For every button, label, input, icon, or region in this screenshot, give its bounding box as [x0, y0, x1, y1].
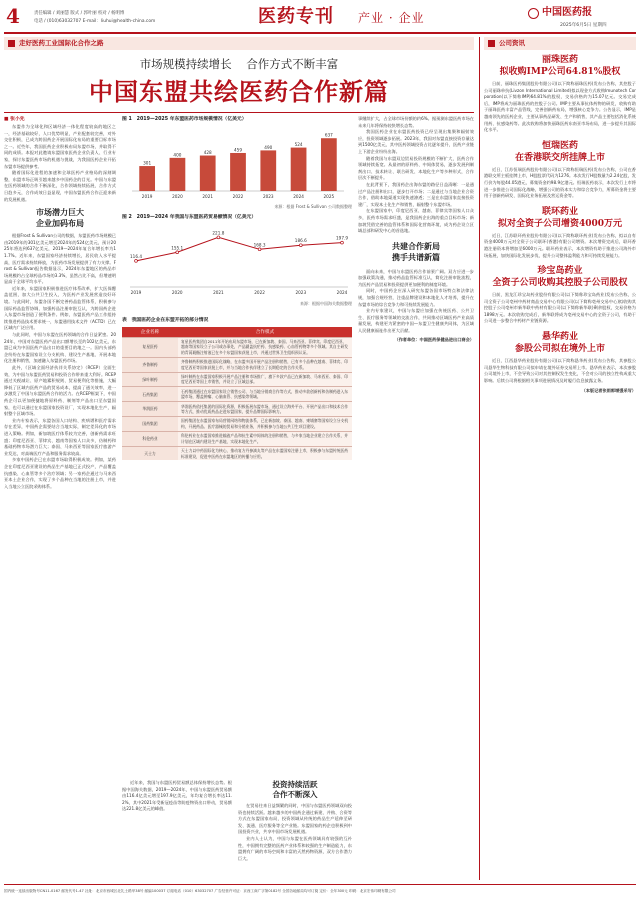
table-cell-value: 国药集团在东盟国家布局营销网络和物流体系，已在新加坡、泰国、越南、柬埔寨等国家设立分支机构，开展药品、医疗器械的贸易和分销业务，并积极参与当地公共卫生项目建设。	[178, 416, 352, 431]
chart1-tick-label: 2024	[293, 194, 304, 199]
table-header-row	[122, 327, 352, 337]
editor-info-1: 责任编辑 / 刘丽慧 版式 / 郭叶丽 校对 / 杨明博	[34, 11, 125, 16]
left-paragraph-6: 此外，《区域全面经济伙伴关系协定》（RCEP）全面生效，为中国与东盟医药贸易和投资合作带来重大利好。RCEP通过关税减让、原产地累积规则、贸易便利化等措施，大幅降低了区域内医药产品的贸易成本，提高了通关效率，进一步激发了中国与东盟医药合作的活力。在RCEP框架下，中国药企可以更加便捷地将原料药、制剂等产品出口至东盟国家，也可以通过在东盟国家投资设厂，实现本地化生产，辐射整个区域市场。	[4, 365, 116, 417]
chart1-data-label: 400	[173, 152, 182, 158]
chart2-data-label: 197.9	[336, 235, 348, 241]
chart1-tick-label: 2025	[323, 194, 335, 199]
table-caption: 表 我国医药企业在东盟开拓的部分情况	[122, 318, 209, 323]
chart2-point	[135, 260, 138, 263]
table-cell-value: 科伦药业在东盟国家推进输液产品和抗生素中间体的注册和销售，与多家当地企业建立合作关系，并计划在区域内建设生产基地，实现本地化生产。	[178, 431, 352, 446]
chart2-data-label: 168.3	[253, 242, 266, 248]
chart1-tick-label: 2020	[172, 194, 183, 199]
right-paragraph-7: 同时，中国药企应深入研究东盟各国市场特点和法律法规，加强合规经营，注重品牌建设和本地化人才培养，提升在东盟市场的综合竞争力和可持续发展能力。	[358, 288, 474, 307]
section-subtitle: 产业 · 企业	[358, 11, 425, 25]
side-footer: （本版记者张雨郭增强采写）	[581, 388, 636, 394]
issue-date: 2025年6月5日 星期四	[560, 23, 607, 28]
news-title: 悬华药业 参股公司拟在境外上市	[514, 332, 605, 355]
left-paragraph-2: 随着国际化进程的加速和全球医药产业格局的深刻调整，东盟市场正吸引越来越多中国药企的目光。中国与东盟在医药领域的合作不断深化，合作领域持续拓展，合作方式日趋多元，合作成效日益显现，中国东盟医药合作正迎来新的发展机遇。	[4, 170, 116, 202]
news-body: 近日，江苏联环药业股份有限公司(以下简称联环药业)发布公告称，拟以自有资金4000万元对全资子公司联环(香港)有限公司增资。本次增资完成后，联环香港注册资本将增加至6000万元。联环药业表示，本次增资有助于推进公司海外市场拓展，加快国际化发展步伐，提升公司整体盈利能力和可持续发展能力。	[484, 232, 636, 258]
mid-section-heading: 投资持续活跃 合作不断深入	[272, 780, 318, 799]
chart2-data-label: 116.4	[130, 253, 142, 259]
table-cell-key: 科伦药业	[122, 431, 178, 446]
right-section-heading: 共建合作新局 携手共谱新篇	[392, 240, 440, 262]
mid-paragraph-2: 在贸易往来日益频繁的同时，中国与东盟医药领域双向投资也持续活跃。越来越多的中国药企通过新建、并购、合资等方式在东盟国家布局，投资领域从传统的药品生产延伸至研发、流通、医疗服务等全产业链。东盟国家的药企也积极到中国投资兴业，共享中国市场发展机遇。	[238, 803, 352, 835]
logo-seal-icon	[528, 8, 539, 19]
news-item	[484, 206, 636, 259]
chart1-data-label: 490	[264, 144, 273, 150]
news-item	[484, 140, 636, 200]
table-header-key: 企业名称	[122, 327, 178, 337]
news-item	[484, 54, 636, 134]
chart1-bar	[200, 156, 216, 191]
bottom-rule	[4, 884, 636, 885]
chart2-series-line	[136, 237, 342, 261]
chart2-tick-label: 2021	[213, 290, 224, 295]
table-cell-key: 天士力	[122, 446, 178, 460]
masthead-rule	[4, 32, 636, 34]
left-paragraph-3: 根据Frost & Sullivan公司的数据，东盟医药市场规模已由2019年的301亿美元增至2024年的524亿美元，预计2025年将达到637亿美元，2019—2024年复合年增长率为11.7%。近年来，东盟国家经济持续增长，居民收入水平提高，医疗需求持续释放，为医药市场发展提供了有力支撑。Frost & Sullivan报告数据显示，2024年东盟地区的药品市场规模约占全球药品市场的3.3%，虽然占比不高，但增速明显高于全球平均水平。	[4, 233, 116, 285]
chart1-block	[122, 116, 352, 212]
right-paragraph-6: 面向未来，中国与东盟医药合作前景广阔。双方应进一步加强政策沟通，推动药品监管标准互认，简化注册审批流程，为医药产品贸易和投资提供更加便利的制度环境。	[358, 268, 474, 287]
chart1-tick-label: 2022	[232, 194, 244, 199]
left-paragraph-8: 多家中国药企已在东盟市场取得积极成效。例如，某药企在印度尼西亚建设的药品生产基地已正式投产，产品覆盖抗感染、心血管等多个治疗领域；另一家药企通过与马来西亚本土企业合作，实现了多个品种在当地的注册上市，并进入当地公立医院采购体系。	[4, 457, 116, 489]
square-bullet-icon	[488, 40, 495, 47]
side-column	[484, 37, 636, 880]
table-row	[122, 387, 352, 402]
headline-rule	[4, 112, 474, 113]
middle-column	[122, 780, 232, 880]
left-paragraph-7: 业内专家表示，东盟各国人口结构、疾病谱和医疗需求存在差异，中国药企需要结合当地实际，制定差异化的市场进入策略。例如，新加坡医疗体系较为完善，创新药需求旺盛；印度尼西亚、菲律宾、越南等国家人口众多，仿制药和基础药物市场潜力巨大；泰国、马来西亚等国家医疗旅游产业发达，对高端医疗产品和服务需求较高。	[4, 417, 116, 456]
chart1-data-label: 459	[234, 147, 242, 153]
masthead	[0, 0, 640, 34]
table-header-value: 合作模式	[178, 327, 352, 337]
table-cell-key: 复星医药	[122, 337, 178, 357]
chart2-block	[122, 214, 352, 310]
chart2-data-label: 186.6	[294, 238, 307, 244]
chart2-point	[217, 236, 220, 239]
left-paragraph-5: 与此同时，中国与东盟在医药领域的合作日益紧密。2024年，中国对东盟医药产品出口额增长至约102亿美元，东盟已成为中国医药产品出口的重要目的地之一。国内头部药企纷纷在东盟国家设立分支机构、建设生产基地、开展本地化注册和销售，加速融入东盟医药市场。	[4, 332, 116, 364]
right-paragraph-8: 业内专家建议，中国与东盟应加强在传统医药、公共卫生、医疗服务等领域的交流合作，共同推动区域医药产业高质量发展，构建更为紧密的中国—东盟卫生健康共同体，为区域人民健康福祉作出更大贡献。	[358, 308, 474, 334]
side-header-label: 公司资讯	[499, 39, 525, 47]
table-cell-key: 齐鲁制药	[122, 357, 178, 372]
chart2-tick-label: 2023	[295, 290, 307, 295]
chart2-tick-label: 2024	[336, 290, 348, 295]
right-paragraph-2: 我国医药企业在东盟医药投资已经呈现出集聚和辐射效应，投资领域逐步拓展。2023年，我国对东盟直接投资存量达到1500亿美元，其中医药领域投资占比逐年提升，医药产业链上下游企业纷纷出海。	[358, 129, 474, 154]
mid-paragraph-1: 近年来，我国与东盟医药贸易额总体保持增长态势。根据中国海关数据，2019—2024年，中国与东盟医药贸易额由116.4亿美元增至197.9亿美元，年均复合增长率达11.2%，其中2021年受新冠疫苗等防疫物资出口带动，贸易额达221.8亿美元的峰值。	[122, 780, 232, 812]
headline-main: 中国东盟共绘医药合作新篇	[89, 77, 389, 106]
table-row	[122, 431, 352, 446]
table-cell-value: 齐鲁制药积极推进国际化战略，在东盟多国开展产品注册和销售，已有多个品种在越南、菲律宾、印度尼西亚等国家获批上市，并与当地合作伙伴建立了长期稳定的合作关系。	[178, 357, 352, 372]
table-row	[122, 357, 352, 372]
table-row	[122, 402, 352, 417]
chart2-tick-label: 2020	[171, 290, 183, 295]
chart2-tick-label: 2022	[254, 290, 265, 295]
chart1-bar	[321, 138, 337, 191]
right-footer: （作者单位：中国医药保健品进出口商会）	[394, 336, 474, 342]
chart1-caption: 图 1 2019—2025 年东盟医药市场规模情况（亿美元）	[122, 117, 247, 122]
news-title: 恒瑞医药 在香港联交所挂牌上市	[514, 140, 605, 163]
table-row	[122, 446, 352, 460]
right-paragraph-4: 在此背景下，我国药企出海东盟的路径日益清晰：一是通过产品注册和出口，逐步打开市场；二是通过与当地企业合资合作，借助本地渠道实现快速渗透；三是在东盟国家直接投资建厂，实现本土化生产和销售，辐射整个东盟市场。	[358, 181, 474, 207]
chart1-tick-label: 2019	[141, 194, 153, 199]
side-header	[484, 37, 636, 50]
table-row	[122, 337, 352, 357]
chart2-data-label: 155.1	[171, 245, 184, 251]
news-item	[484, 265, 636, 325]
news-body: 近日，江西悬华药业股份有限公司(以下简称悬华药业)发布公告称，其参股公司悬华生物科技有限公司拟申请在境外证券交易所上市。悬华药业表示，本次参股公司境外上市，不会导致公司对其控制权发生变化，不会对公司的独立性构成重大影响。后续公司将根据相关事项进展情况及时履行信息披露义务。	[484, 358, 636, 383]
side-divider	[479, 37, 480, 880]
chart2-point	[341, 241, 344, 244]
section-title: 医药专刊	[258, 6, 334, 27]
left-paragraph-4: 近年来，东盟国家积极推进医疗体系改革，扩大医保覆盖范围，加大公共卫生投入，为医药产业发展营造良好环境。与此同时，东盟各国不断完善药品监管体系，积极参与国际药品监管协调，加强药品注册审批互认，为跨国药企进入东盟市场创造了便利条件。例如，东盟医药产品工作组持续推进药品技术要求统一，东盟通用技术文件（ACTD）已在区域内广泛应用。	[4, 285, 116, 331]
left-column	[4, 116, 116, 880]
news-item	[484, 331, 636, 384]
chart2-point	[176, 251, 179, 254]
table-cell-value: 石药集团通过在东盟国家设立销售公司、与当地分销商合作等方式，推动多款创新药和仿制药进入东盟市场，覆盖肿瘤、心脑血管、抗感染等领域。	[178, 387, 352, 402]
headline-sub: 市场规模持续增长 合作方式不断丰富	[139, 57, 339, 71]
table-cell-value: 华润医药依托集团的国际化资源，积极拓展东盟市场，通过设立海外平台、开展产品出口和技术合作等方式，推动优质药品走进东盟国家，提升品牌国际影响力。	[178, 402, 352, 417]
chart1-bar	[170, 158, 186, 191]
chart1-svg	[122, 125, 352, 203]
right-paragraph-3: 随着我国与东盟双边贸易投资规模的不断扩大，医药合作领域持续拓宽。从最初的原料药、中间体贸易，逐步发展到制剂出口、技术转让、联合研发、本地化生产等多种形式，合作层次不断提升。	[358, 155, 474, 181]
chart1-data-label: 428	[203, 150, 212, 156]
news-body: 近日，江苏恒瑞医药股份有限公司(以下简称恒瑞医药)发布公告称，公司在香港联交所主板挂牌上市，H股股票代码为1276。本次发行H股数量为2.24亿股，发行价为每股44.05港元，募集资金约98.9亿港元。恒瑞医药表示，本次发行上市将进一步推进公司国际化战略，增强公司的资本实力和综合竞争力，所募资金将主要用于创新药研发、国际化业务拓展及营运资金等。	[484, 166, 636, 199]
table-cell-value: 复星医药集团自2011年开始布局东盟市场，已在新加坡、泰国、马来西亚、菲律宾、印度尼西亚、越南等国家设立子公司或办事处，产品涵盖抗疟药、抗感染药、心血管药物等多个领域。其自主研发的青蒿琥酯注射液已在多个东盟国家获批上市，并通过世界卫生组织预认证。	[178, 337, 352, 357]
chart2-data-label: 221.8	[212, 230, 225, 236]
banner	[4, 37, 474, 50]
right-column	[358, 116, 474, 880]
chart2-tick-label: 2019	[130, 290, 142, 295]
paper-name: 中国医药报	[542, 7, 592, 18]
table-row	[122, 416, 352, 431]
chart2-source: 来源：根据中国海关数据整理	[300, 301, 352, 306]
chart1-data-label: 637	[324, 132, 333, 138]
chart1-tick-label: 2023	[262, 194, 274, 199]
chart1-bar	[139, 166, 155, 191]
table-cell-value: 天士力以中药国际化为核心，推动复方丹参滴丸等产品在东盟国家注册上市，积极参与东盟传统医药标准建设，促进中医药在东盟地区的传播与应用。	[178, 446, 352, 460]
right-paragraph-1: 事继续扩大，占全球市场份额的约6%。据预测东盟医药市场在未来几年将保持较快增长态势。	[358, 116, 474, 128]
table-cell-key: 华润医药	[122, 402, 178, 417]
news-title: 珍宝岛药业 全资子公司收购其控股子公司股权	[492, 266, 628, 289]
chart2-point	[299, 244, 302, 247]
news-title: 丽珠医药 拟收购IMP公司64.81%股权	[499, 55, 621, 77]
chart1-source: 来源：根据 Frost & Sullivan 公司数据整理	[274, 204, 352, 209]
bottom-info: 国内统一连续出版物号CN11-0167 邮发代号1-47 社址：北京市西城区北礼士路甲38号 邮编100037 订阅电话（010）63032707 广告经营许可证：京西工商广字第0182号 全国各地邮局均可订阅 定价：全年300元 印刷：北京宏伟印刷有限公司	[4, 889, 396, 893]
chart2-caption: 图 2 2019—2024 年我国与东盟医药贸易额情况（亿美元）	[122, 215, 257, 220]
table-cell-key: 石药集团	[122, 387, 178, 402]
page-number: 4	[6, 4, 20, 28]
right-paragraph-5: 在东盟国家中，印度尼西亚、越南、菲律宾等国家人口众多，医药市场需求旺盛，是我国药企出海的重点目标市场；新加坡凭借完善的监管体系和国际化营商环境，成为药企设立区域总部和研发中心的首选地。	[358, 208, 474, 234]
chart1-bar	[230, 153, 246, 191]
square-bullet-icon	[8, 40, 15, 47]
author-line: ■ 张小先	[4, 117, 25, 122]
table-row	[122, 372, 352, 387]
table-cell-key: 国药集团	[122, 416, 178, 431]
chart1-data-label: 301	[143, 160, 152, 166]
table-block	[122, 316, 352, 776]
chart1-tick-label: 2021	[202, 194, 214, 199]
editor-info-2: 电话 / (010)63032707 E-mail：liuhui@health-china.com	[34, 19, 156, 24]
chart1-bar	[291, 148, 307, 191]
mid-paragraph-3: 业内人士认为，中国与东盟在医药领域具有较强的互补性，中国拥有完整的医药产业体系和较强的生产制造能力，东盟拥有广阔的市场空间和丰富的天然药物资源，双方合作潜力巨大。	[238, 835, 352, 861]
middle-column-2	[238, 780, 352, 880]
chart1-data-label: 524	[294, 142, 303, 148]
table-cell-value: 绿叶制药在东盟国家积极开展产品注册和市场推广，旗下多款产品已在新加坡、马来西亚、泰国、印度尼西亚等国上市销售，并设立了区域总部。	[178, 372, 352, 387]
chart1-bar	[260, 150, 276, 191]
company-table	[122, 327, 352, 460]
news-title: 联环药业 拟对全资子公司增资4000万元	[497, 206, 623, 229]
left-section-heading: 市场潜力巨大 企业加码布局	[36, 207, 84, 229]
news-body: 日前，黑龙江珍宝岛药业股份有限公司(以下简称珍宝岛药业)发布公告称，公司全资子公司亳州中药材商品交易中心有限公司(以下简称亳州交易中心)拟收购其控股子公司亳州市新华联中药材有限公司(以下简称新华联)剩余股权，交易价格为1898万元。本次收购完成后，新华联将成为亳州交易中心的全资子公司，有助于公司进一步整合中药材产业链资源。	[484, 292, 636, 324]
chart2-point	[258, 248, 261, 251]
table-cell-key: 绿叶制药	[122, 372, 178, 387]
left-paragraph-1: 东盟作为全球化和区域经济一体化程度较高的地区之一，经济基础较好，人口优势明显，产业配套较完善，对外交往积极，已成为跨国药企开展国际化布局的重要目标市场之一。近些年，我国医药企业积极布局东盟市场，并取得不同的成绩。本报对此邀请东盟国家医药企业负责人、行业专家，探讨东盟医药市场的机遇与挑战，为我国医药企业开拓东盟市场提供参考。	[4, 124, 116, 169]
banner-label: 走好医药工业国际化合作之路	[19, 39, 104, 47]
chart2-svg	[122, 223, 352, 299]
news-body: 日前，丽珠医药集团股份有限公司(以下简称丽珠医药)发布公告称，其控股子公司丽珠单抗(Livzon International Limited)拟以现金方式收购Imunotech Corporation(以下简称IMP)64.81%的股权，交易价格约为15.07亿元。交易完成后，IMP将成为丽珠医药的控股子公司。IMP主要从事抗体药物的研发，收购有助于丽珠医药丰富产品管线，完善创新药布局，增强核心竞争力。公告显示，IMP是越南领先的医药企业，主要从事药品研发、生产和销售，其产品主要包括消化系统用药、抗感染药等。此次收购将加快丽珠医药东南亚市场布局，进一步提升其国际化水平。	[484, 81, 636, 133]
